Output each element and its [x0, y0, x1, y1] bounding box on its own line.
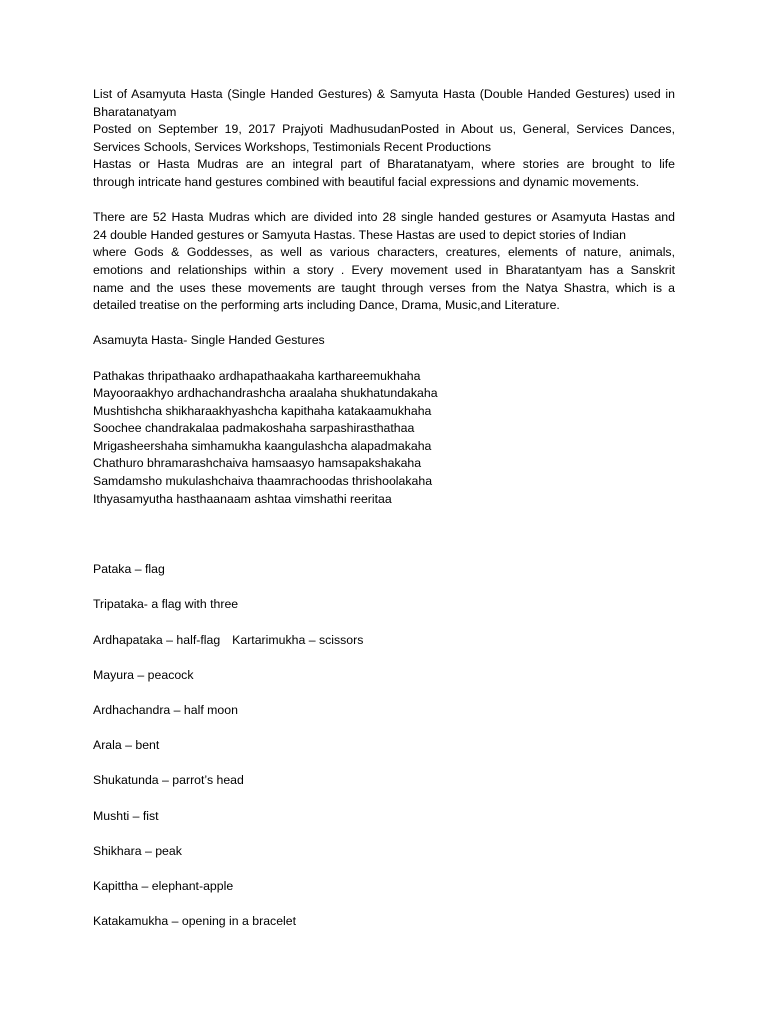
gesture-item — [93, 808, 675, 826]
document-page — [93, 86, 675, 948]
body-line: 24 double Handed gestures or Samyuta Hastas. These Hastas are used to depict stories of Indian — [93, 227, 626, 242]
gesture-item — [93, 913, 675, 931]
body-paragraph — [93, 209, 675, 315]
gesture-text: Ardhapataka – half-flag — [93, 632, 221, 647]
verse-line: Samdamsho mukulashchaiva thaamrachoodas thrishoolakaha — [93, 474, 433, 489]
gesture-item — [93, 772, 675, 790]
meta-line: Posted on September 19, 2017 Prajyoti MadhusudanPosted in About us, General, Services Dances, — [93, 122, 675, 137]
verse-line: Mrigasheershaha simhamukha kaangulashcha alapadmakaha — [93, 438, 432, 453]
section-gap — [93, 508, 675, 561]
paragraph-gap — [93, 350, 675, 368]
body-line: detailed treatise on the performing arts including Dance, Drama, Music,and Literature. — [93, 298, 560, 313]
body-line: emotions and relationships within a story . Every movement used in Bharatantyam has a Sanskrit — [93, 262, 675, 277]
verse-line: Pathakas thripathaako ardhapathaakaha karthareemukhaha — [93, 368, 421, 383]
gesture-text: Mayura – peacock — [93, 667, 194, 682]
paragraph-gap — [93, 315, 675, 333]
body-line: There are 52 Hasta Mudras which are divided into 28 single handed gestures or Asamyuta Hastas and — [93, 210, 675, 225]
gesture-item — [93, 843, 675, 861]
gesture-item — [93, 632, 675, 650]
verse-line: Chathuro bhramarashchaiva hamsaasyo hamsapakshakaha — [93, 456, 422, 471]
title-line: Bharatanatyam — [93, 104, 177, 119]
meta-line: Services Schools, Services Workshops, Testimonials Recent Productions — [93, 139, 491, 154]
gesture-extra-text: Kartarimukha – scissors — [232, 632, 364, 647]
section-heading: Asamuyta Hasta- Single Handed Gestures — [93, 333, 325, 348]
gesture-text: Arala – bent — [93, 738, 160, 753]
gesture-item — [93, 596, 675, 614]
intro-paragraph — [93, 156, 675, 191]
verse-block — [93, 368, 675, 509]
gesture-text: Mushti – fist — [93, 808, 159, 823]
gesture-text: Shukatunda – parrot’s head — [93, 773, 244, 788]
title-line: List of Asamyuta Hasta (Single Handed Gestures) & Samyuta Hasta (Double Handed Gestures) used in — [93, 87, 675, 101]
post-meta — [93, 121, 675, 156]
gesture-text: Ardhachandra – half moon — [93, 703, 238, 717]
gesture-item — [93, 702, 675, 720]
document-title — [93, 86, 675, 121]
body-line: name and the uses these movements are taught through verses from the Natya Shastra, which is a — [93, 280, 675, 295]
gesture-text: Pataka – flag — [93, 562, 165, 577]
intro-line: Hastas or Hasta Mudras are an integral part of Bharatanatyam, where stories are brought to life — [93, 157, 675, 172]
gesture-list — [93, 561, 675, 930]
verse-line: Ithyasamyutha hasthaanaam ashtaa vimshathi reeritaa — [93, 491, 392, 506]
intro-line: through intricate hand gestures combined with beautiful facial expressions and dynamic movements. — [93, 174, 640, 189]
gesture-text: Shikhara – peak — [93, 843, 182, 858]
verse-line: Mayooraakhyo ardhachandrashcha araalaha shukhatundakaha — [93, 386, 438, 401]
gesture-item — [93, 561, 675, 579]
gesture-item — [93, 737, 675, 755]
paragraph-gap — [93, 192, 675, 210]
verse-line: Mushtishcha shikharaakhyashcha kapithaha katakaamukhaha — [93, 403, 432, 418]
gesture-item — [93, 667, 675, 685]
body-line: where Gods & Goddesses, as well as various characters, creatures, elements of nature, animals, — [93, 245, 675, 260]
gesture-text: Katakamukha – opening in a bracelet — [93, 914, 297, 929]
gesture-text: Kapittha – elephant-apple — [93, 878, 234, 893]
gesture-item — [93, 878, 675, 896]
verse-line: Soochee chandrakalaa padmakoshaha sarpashirasthathaa — [93, 421, 415, 436]
gesture-text: Tripataka- a flag with three — [93, 597, 239, 612]
